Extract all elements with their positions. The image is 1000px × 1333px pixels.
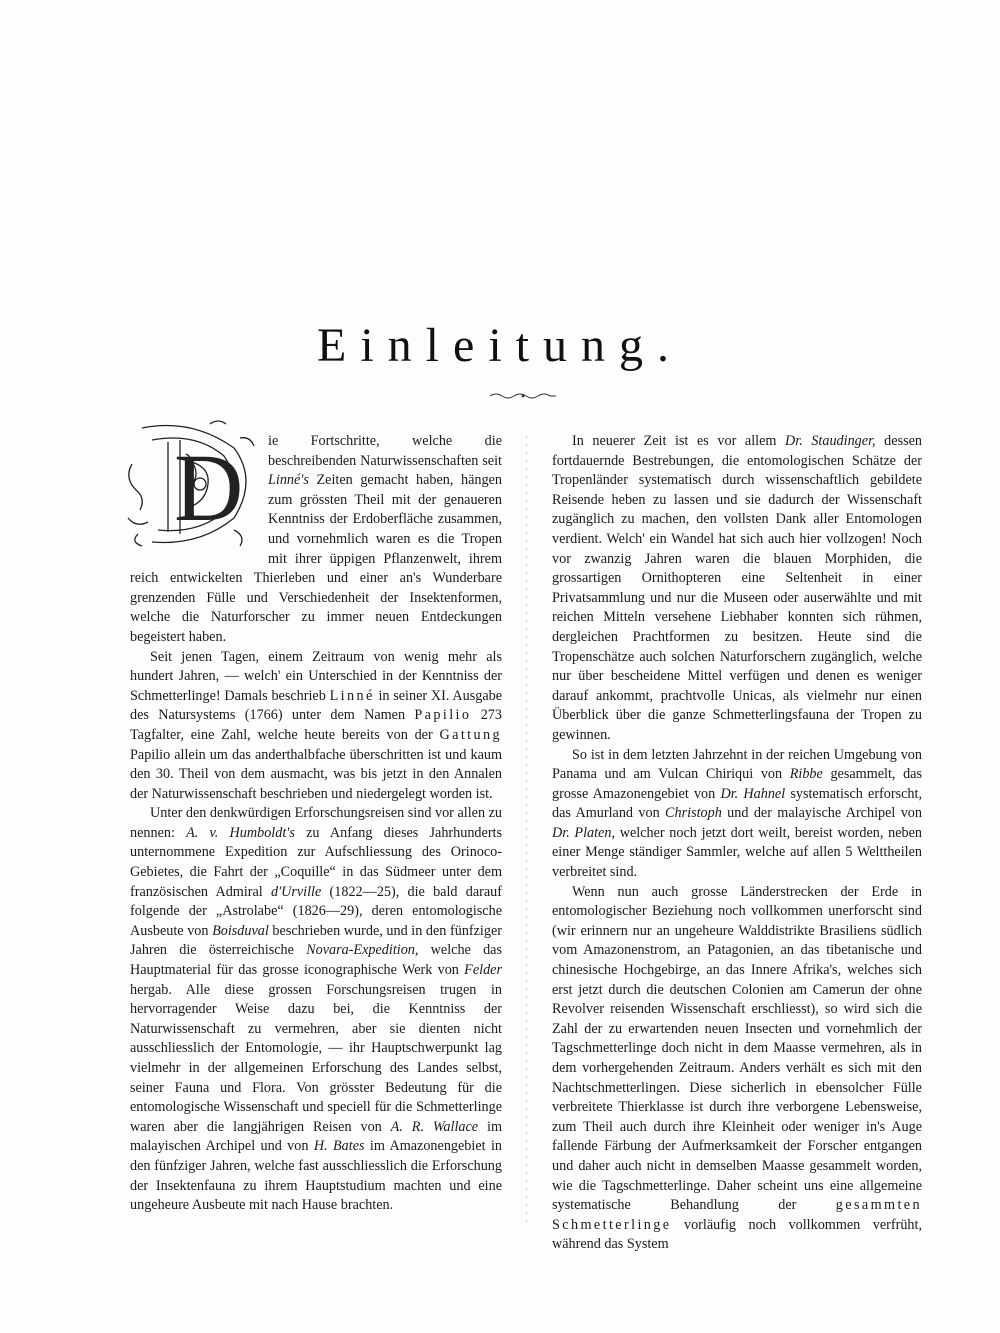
dropcap-letter: D — [174, 434, 244, 541]
title-flourish-ornament — [488, 390, 558, 402]
left-column — [130, 432, 502, 1216]
paragraph-2: Seit jenen Tagen, einem Zeitraum von wenig mehr als hundert Jahren, — welch' ein Unterschied in der Kenntniss der Schmetterlinge! Damals beschrieb Linné in seiner XI. Ausgabe des Natursystems (1766) unter dem Namen Papilio 273 Tagfalter, eine Zahl, welche heute bereits von der Gattung Papilio allein um das anderthalbfache überschritten ist und kaum den 30. Theil von dem ausmacht, was bis jetzt in den Annalen der Naturwissenschaft beschrieben und niedergelegt worden ist. — [130, 648, 503, 802]
paragraph-4: In neuerer Zeit ist es vor allem Dr. Staudinger, dessen fortdauernde Bestrebungen, die entomologischen Schätze der Tropenländer systematisch durch wissenschaftlich gebildete Reisende heben zu lassen und sie dadurch der Wissenschaft zugänglich zu machen, den vollsten Dank aller Entomologen verdient. Welch' ein Wandel hat sich auch hier vollzogen! Noch vor zwanzig Jahren waren die blauen Morphiden, die grossartigen Ornithopteren eine Seltenheit in einer Privatsammlung und nur die Museen oder auserwählte und mit reichen Mitteln versehene Liebhaber konnten sich rühmen, dergleichen Prachtformen zu besitzen. Heute sind die Tropenschätze auch solchen Naturforschern zugänglich, welche nur über bescheidene Mittel verfügen und denen es weniger darauf ankommt, prachtvolle Unicas, als vielmehr nur einen Überblick über die ganze Schmetterlingsfauna der Tropen zu gewinnen. — [552, 433, 922, 743]
paragraph-3: Unter den denkwürdigen Erforschungsreisen sind vor allen zu nennen: A. v. Humboldt's zu Anfang dieses Jahrhunderts unternommene Expedition zur Aufschliessung des Orinoco-Gebietes, die Fahrt der „Coquille“ in das Südmeer unter dem französischen Admiral d'Urville (1822—25), die bald darauf folgende der „Astrolabe“ (1826—29), deren entomologische Ausbeute von Boisduval beschrieben wurde, und in den fünfziger Jahren die österreichische Novara-Expedition, welche das Hauptmaterial für das grosse iconographische Werk von Felder hergab. Alle diese grossen Forschungsreisen trugen in hervorragender Weise dazu bei, die Kenntniss der Naturwissenschaft zu vermehren, aber sie dienten nicht ausschliesslich der Entomologie, — ihr Hauptschwerpunkt lag vielmehr in der allgemeinen Erforschung des Landes selbst, seiner Fauna und Flora. Von grösster Bedeutung für die entomologische Wissenschaft und speciell für die Schmetterlinge waren aber die langjährigen Reisen von A. R. Wallace im malayischen Archipel und von H. Bates im Amazonengebiet in den fünfziger Jahren, welche fast ausschliesslich die Erforschung der Insektenfauna zu ihrem Hauptstudium machten und eine ungeheure Ausbeute mit nach Hause brachten. — [130, 805, 503, 1214]
right-column — [552, 432, 922, 1255]
ornamental-initial-d-icon — [122, 418, 262, 550]
page-title: Einleitung. — [317, 319, 683, 372]
paragraph-1: D ie Fortschritte, welche die beschreibenden Naturwissenschaften seit Linné's Zeiten gemacht haben, hängen zum grössten Theil mit der genaueren Kenntniss der Erdoberfläche zusammen, und vornehmlich waren es die Tropen mit ihrer üppigen Pflanzenwelt, ihrem reich entwickelten Thierleben und einer an's Wunderbare grenzenden Fülle und Verschiedenheit der Insektenformen, welche die Naturforscher zu immer neuen Entdeckungen begeistert haben. — [130, 432, 502, 648]
column-divider — [526, 436, 527, 1226]
paragraph-6: Wenn nun auch grosse Länderstrecken der Erde in entomologischer Beziehung noch vollkommen unerforscht sind (wir erinnern nur an ungeheure Walddistrikte Brasiliens südlich vom Amazonenstrom, an Patagonien, an das tibetanische und chinesische Hochgebirge, an das Innere Afrika's, welches sich erst jetzt durch die deutschen Colonien am Camerun der ohne Revolver reisenden Wissenschaft erschliesst), so wird sich die Zahl der zu erwartenden neuen Insecten und vornehmlich der Tagschmetterlinge doch nicht in dem Maasse vermehren, als in dem vorhergehenden Zeitraum. Anders verhält es sich mit den Nachtschmetterlingen. Diese sicherlich in ebensolcher Fülle verbreitete Thierklasse ist durch ihre verborgene Lebensweise, zum Theil auch durch ihre Kleinheit oder weniger in's Auge fallende Färbung der Aufmerksamkeit der Forscher entgangen und daher auch nicht in demselben Maasse gesammelt worden, wie die Tagschmetterlinge. Daher scheint uns eine allgemeine systematische Behandlung der gesammten Schmetterlinge vorläufig noch vollkommen verfrüht, während das System — [552, 883, 922, 1253]
paragraph-5: So ist in dem letzten Jahrzehnt in der reichen Umgebung von Panama und am Vulcan Chiriqui von Ribbe gesammelt, das grosse Amazonengebiet von Dr. Hahnel systematisch erforscht, das Amurland von Christoph und der malayische Archipel von Dr. Platen, welcher noch jetzt dort weilt, bereist worden, neben einer Menge ständiger Sammler, welche auf allen 5 Welttheilen verbreitet sind. — [552, 746, 923, 881]
